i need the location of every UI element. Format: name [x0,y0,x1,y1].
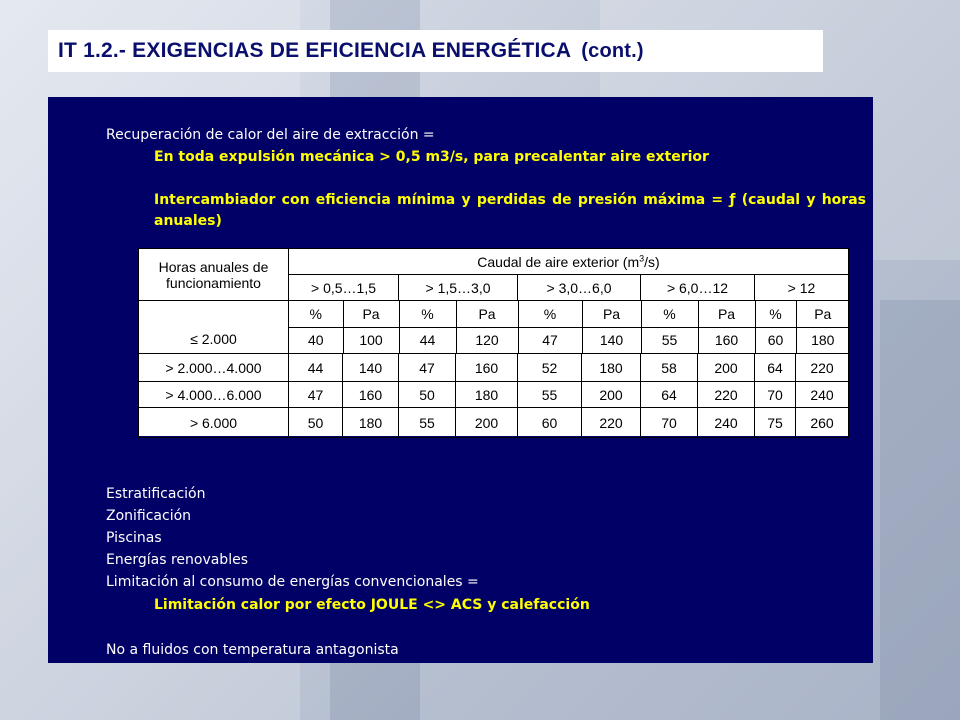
table-cell: 180 [582,354,641,382]
background-block [880,300,960,720]
table-cell: 100 [343,327,399,353]
table-cell: 44 [289,354,343,382]
table-cell: 58 [641,354,698,382]
joule-limitation-rule: Limitación calor por efecto JOULE <> ACS y calefacción [154,597,590,613]
list-item: No a fluidos con temperatura antagonista [106,642,399,658]
list-item: Zonificación [106,508,192,524]
table-cell: 220 [796,354,849,382]
slide-title-suffix: (cont.) [581,39,644,62]
table-cell: 44 [399,327,456,353]
table-cell: 47 [399,354,456,382]
table-cell: 70 [641,408,698,438]
list-item: Energías renovables [106,552,248,568]
row-label: ≤ 2.000 [139,301,289,354]
range-header: > 0,5…1,5 [289,275,399,301]
table-cell: 55 [518,382,582,408]
range-header: > 1,5…3,0 [399,275,518,301]
table-cell: 64 [641,382,698,408]
table-cell: 64 [755,354,796,382]
table-cell: 240 [698,408,755,438]
unit-header: Pa [343,301,399,327]
table-cell: 40 [289,327,343,353]
row-label: > 6.000 [139,408,289,438]
slide-title [48,30,823,72]
table-cell: 200 [698,354,755,382]
list-item: Estratificación [106,486,206,502]
table-cell: 140 [343,354,399,382]
table-cell: 200 [456,408,518,438]
table-cell: 70 [755,382,796,408]
unit-header: Pa [698,301,755,327]
table-cell: 55 [641,327,698,353]
table-cell: 200 [582,382,641,408]
unit-header: Pa [582,301,641,327]
heat-recovery-heading: Recuperación de calor del aire de extracción = [106,127,435,143]
table-row [139,301,849,354]
table-cell: 52 [518,354,582,382]
table-cell: 240 [796,382,849,408]
unit-header: % [289,301,343,327]
table-cell: 180 [343,408,399,438]
unit-header: Pa [456,301,518,327]
table-cell: 260 [796,408,849,438]
table-cell: 50 [399,382,456,408]
range-header: > 3,0…6,0 [518,275,641,301]
table-row [139,354,849,382]
table-cell: 120 [456,327,518,353]
table-cell: 60 [518,408,582,438]
table-cell: 47 [289,382,343,408]
table-cell: 160 [456,354,518,382]
efficiency-table [138,248,848,436]
table-cell: 60 [755,327,796,353]
column-header-superscript: 3 [639,252,645,263]
list-item: Limitación al consumo de energías convencionales = [106,574,479,590]
unit-header: % [518,301,582,327]
column-header [289,249,849,275]
table-cell: 160 [698,327,755,353]
table-cell: 140 [582,327,641,353]
table-cell: 180 [456,382,518,408]
range-header: > 6,0…12 [641,275,755,301]
unit-header: % [641,301,698,327]
row-label: > 4.000…6.000 [139,382,289,408]
slide-title-text: IT 1.2.- EXIGENCIAS DE EFICIENCIA ENERGÉTICA [58,39,572,62]
table-cell: 160 [343,382,399,408]
table-cell: 220 [698,382,755,408]
unit-header: % [399,301,456,327]
row-header [139,249,289,301]
list-item: Piscinas [106,530,162,546]
table-cell: 47 [518,327,582,353]
table-cell: 55 [399,408,456,438]
exchanger-efficiency-rule: Intercambiador con eficiencia mínima y perdidas de presión máxima = ƒ (caudal y horas anuales) [154,192,866,229]
table-row [139,408,849,438]
unit-header: Pa [796,301,849,327]
column-header-text: Caudal de aire exterior (m [477,253,640,270]
table-cell: 75 [755,408,796,438]
column-header-tail: /s) [644,253,660,270]
table-row [139,382,849,408]
row-header-text: Horas anuales de funcionamiento [158,258,269,291]
units-and-first-row [289,301,849,354]
range-header: > 12 [755,275,849,301]
table-cell: 50 [289,408,343,438]
mechanical-exhaust-rule: En toda expulsión mecánica > 0,5 m3/s, para precalentar aire exterior [154,149,709,165]
table-cell: 180 [811,332,835,349]
unit-header: % [755,301,796,327]
table-cell: 220 [582,408,641,438]
row-label: > 2.000…4.000 [139,354,289,382]
